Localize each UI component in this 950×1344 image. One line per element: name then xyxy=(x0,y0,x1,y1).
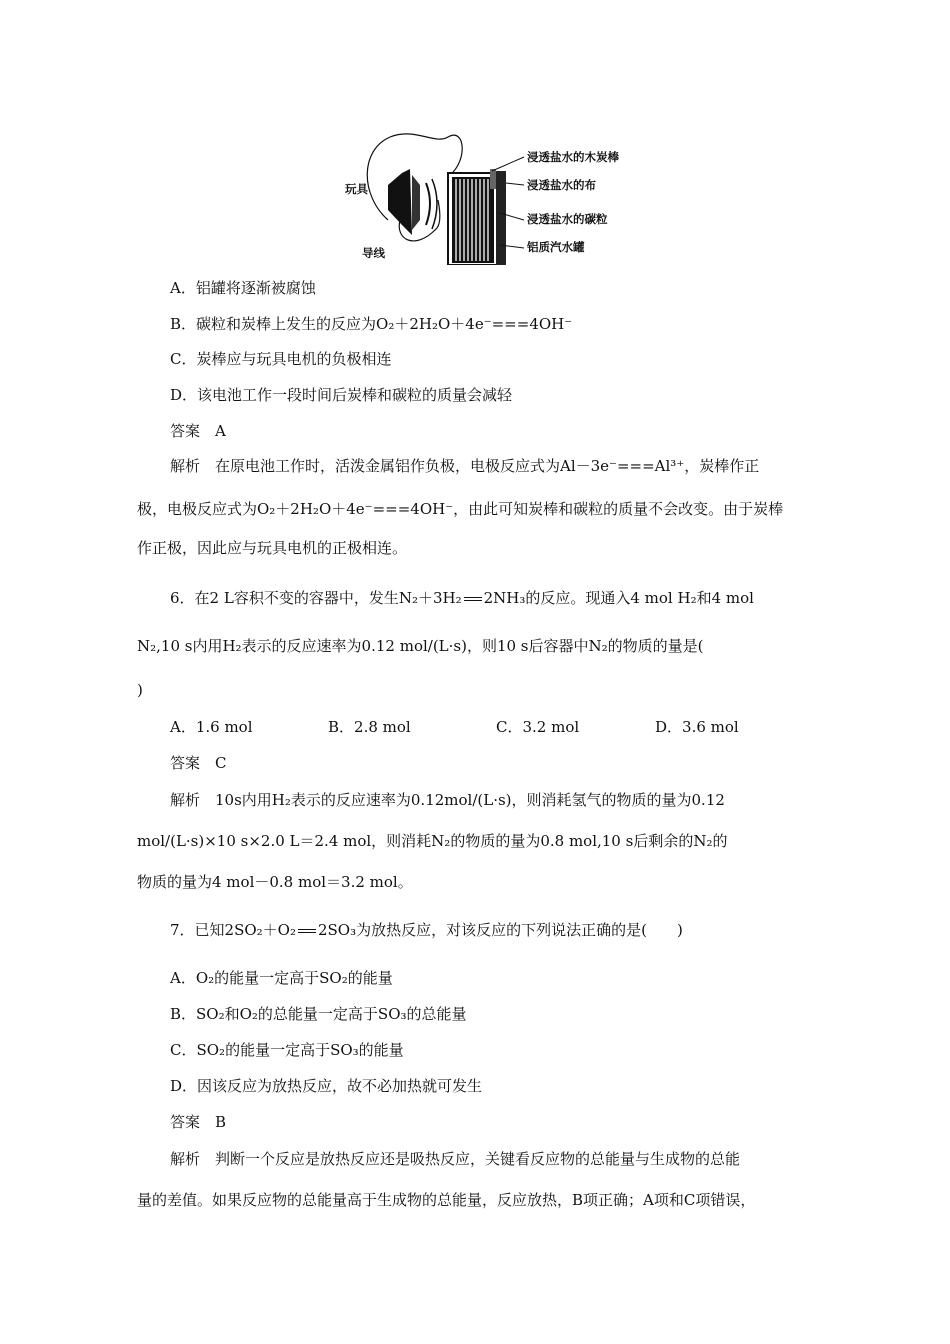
q6-answer: 答案 C xyxy=(170,754,227,772)
label-cloth: 浸透盐水的布 xyxy=(527,178,596,192)
q5-answer: 答案 A xyxy=(170,422,226,440)
toy-motor xyxy=(388,169,437,235)
battery-diagram xyxy=(340,125,660,265)
q7-explanation-line1: 解析 判断一个反应是放热反应还是吸热反应，关键看反应物的总能量与生成物的总能 xyxy=(170,1150,741,1168)
q5-explanation-line3: 作正极，因此应与玩具电机的正极相连。 xyxy=(137,539,408,557)
q7-option-b: B．SO₂和O₂的总能量一定高于SO₃的总能量 xyxy=(170,1005,467,1023)
q5-explanation-line1: 解析 在原电池工作时，活泼金属铝作负极，电极反应式为Al－3e⁻===Al³⁺，炭棒作正 xyxy=(170,457,760,475)
q5-option-d: D．该电池工作一段时间后炭棒和碳粒的质量会减轻 xyxy=(170,386,513,404)
label-wood-rod: 浸透盐水的木炭棒 xyxy=(527,150,619,164)
q6-option-d: D．3.6 mol xyxy=(655,718,739,736)
q7-answer: 答案 B xyxy=(170,1113,227,1131)
q6-explanation-line2: mol/(L·s)×10 s×2.0 L＝2.4 mol，则消耗N₂的物质的量为0.8 mol,10 s后剩余的N₂的 xyxy=(137,832,728,850)
label-can: 铝质汽水罐 xyxy=(527,240,585,254)
q5-option-a: A．铝罐将逐渐被腐蚀 xyxy=(170,279,316,297)
equilibrium-arrow-icon xyxy=(462,589,484,607)
q6-option-b: B．2.8 mol xyxy=(328,718,411,736)
q7-stem-part1: 7．已知2SO₂＋O₂ xyxy=(170,921,296,939)
q5-option-c: C．炭棒应与玩具电机的负极相连 xyxy=(170,350,392,368)
q6-stem-line3: ) xyxy=(137,681,143,699)
q6-stem-part2: 2NH₃的反应。现通入4 mol H₂和4 mol xyxy=(483,589,754,607)
equilibrium-arrow-icon xyxy=(296,921,318,939)
q6-option-a: A．1.6 mol xyxy=(170,718,253,736)
q5-option-b: B．碳粒和炭棒上发生的反应为O₂＋2H₂O＋4e⁻===4OH⁻ xyxy=(170,315,573,333)
q6-stem-part1: 6．在2 L容积不变的容器中，发生N₂＋3H₂ xyxy=(170,589,462,607)
q7-stem xyxy=(170,920,683,940)
q7-explanation-line2: 量的差值。如果反应物的总能量高于生成物的总能量，反应放热，B项正确；A项和C项错误， xyxy=(137,1191,756,1209)
q7-option-c: C．SO₂的能量一定高于SO₃的能量 xyxy=(170,1041,404,1059)
q7-stem-part2: 2SO₃为放热反应，对该反应的下列说法正确的是( ) xyxy=(317,921,683,939)
q7-option-d: D．因该反应为放热反应，故不必加热就可发生 xyxy=(170,1077,483,1095)
q6-option-c: C．3.2 mol xyxy=(496,718,580,736)
q6-stem-line2: N₂,10 s内用H₂表示的反应速率为0.12 mol/(L·s)，则10 s后容器中N₂的物质的量是( xyxy=(137,637,704,655)
aluminum-can xyxy=(448,169,506,265)
q6-explanation-line3: 物质的量为4 mol－0.8 mol＝3.2 mol。 xyxy=(137,873,413,891)
q6-stem-line1 xyxy=(170,588,754,608)
label-toy: 玩具 xyxy=(345,182,368,196)
q5-explanation-line2: 极，电极反应式为O₂＋2H₂O＋4e⁻===4OH⁻，由此可知炭棒和碳粒的质量不会改变。由于炭棒 xyxy=(137,500,784,518)
label-carbon: 浸透盐水的碳粒 xyxy=(527,212,608,226)
label-wire: 导线 xyxy=(362,246,385,260)
q6-explanation-line1: 解析 10s内用H₂表示的反应速率为0.12mol/(L·s)，则消耗氢气的物质的量为0.12 xyxy=(170,791,725,809)
q7-option-a: A．O₂的能量一定高于SO₂的能量 xyxy=(170,969,393,987)
